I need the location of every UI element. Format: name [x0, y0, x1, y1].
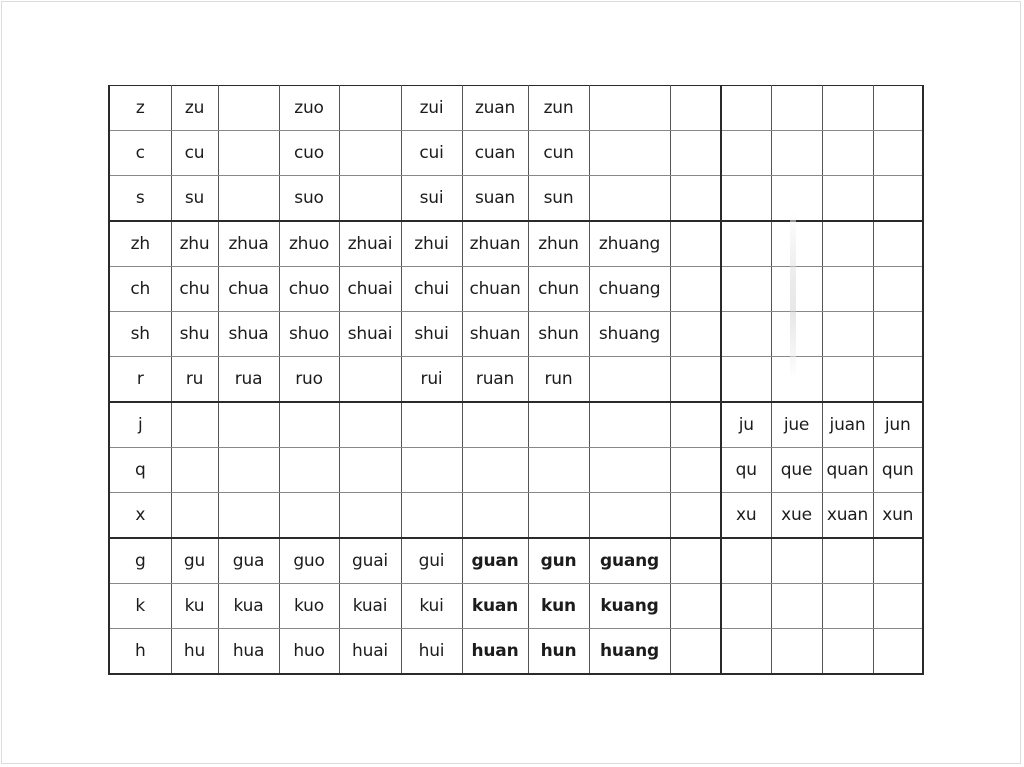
syllable-cell: shui — [401, 312, 462, 357]
syllable-cell — [670, 267, 721, 312]
syllable-cell — [218, 86, 279, 131]
syllable-cell — [771, 267, 822, 312]
syllable-cell: gu — [171, 538, 218, 584]
initial-cell: x — [109, 493, 171, 539]
syllable-cell — [771, 357, 822, 403]
syllable-cell: chua — [218, 267, 279, 312]
syllable-cell: hua — [218, 629, 279, 675]
syllable-cell — [873, 357, 923, 403]
syllable-cell: chui — [401, 267, 462, 312]
syllable-cell: chuang — [589, 267, 670, 312]
syllable-cell: kua — [218, 584, 279, 629]
syllable-cell: zhun — [528, 221, 589, 267]
initial-cell: c — [109, 131, 171, 176]
initial-cell: zh — [109, 221, 171, 267]
syllable-cell: xun — [873, 493, 923, 539]
syllable-cell — [771, 176, 822, 222]
syllable-cell — [339, 86, 401, 131]
syllable-cell: chuo — [279, 267, 339, 312]
syllable-cell: shuai — [339, 312, 401, 357]
syllable-cell — [339, 493, 401, 539]
syllable-cell — [171, 493, 218, 539]
syllable-cell — [401, 402, 462, 448]
syllable-cell: chu — [171, 267, 218, 312]
syllable-cell: huang — [589, 629, 670, 675]
table-row — [109, 357, 923, 403]
syllable-cell — [279, 493, 339, 539]
syllable-cell — [171, 402, 218, 448]
syllable-cell: shuan — [462, 312, 528, 357]
syllable-cell: cui — [401, 131, 462, 176]
syllable-cell — [339, 131, 401, 176]
syllable-cell — [670, 131, 721, 176]
table-row — [109, 86, 923, 131]
syllable-cell: ru — [171, 357, 218, 403]
initial-cell: h — [109, 629, 171, 675]
syllable-cell — [822, 538, 873, 584]
initial-cell: s — [109, 176, 171, 222]
initial-cell: q — [109, 448, 171, 493]
syllable-cell: kuang — [589, 584, 670, 629]
syllable-cell: qu — [721, 448, 771, 493]
syllable-cell — [670, 448, 721, 493]
table-row — [109, 267, 923, 312]
table-row — [109, 538, 923, 584]
syllable-cell: rua — [218, 357, 279, 403]
syllable-cell: zu — [171, 86, 218, 131]
syllable-cell — [218, 493, 279, 539]
syllable-cell — [339, 176, 401, 222]
syllable-cell: qun — [873, 448, 923, 493]
syllable-cell — [670, 402, 721, 448]
syllable-cell — [339, 448, 401, 493]
syllable-cell — [873, 312, 923, 357]
syllable-cell — [670, 176, 721, 222]
syllable-cell — [589, 86, 670, 131]
syllable-cell — [771, 584, 822, 629]
syllable-cell — [771, 86, 822, 131]
syllable-cell: zhuai — [339, 221, 401, 267]
syllable-cell — [670, 86, 721, 131]
syllable-cell: cuo — [279, 131, 339, 176]
syllable-cell — [721, 584, 771, 629]
syllable-cell — [670, 584, 721, 629]
syllable-cell — [822, 629, 873, 675]
syllable-cell — [462, 402, 528, 448]
table-row — [109, 629, 923, 675]
syllable-cell: sun — [528, 176, 589, 222]
syllable-cell: xue — [771, 493, 822, 539]
syllable-cell — [462, 493, 528, 539]
initial-cell: sh — [109, 312, 171, 357]
syllable-cell: cuan — [462, 131, 528, 176]
syllable-cell — [401, 448, 462, 493]
syllable-cell: run — [528, 357, 589, 403]
syllable-cell: huai — [339, 629, 401, 675]
syllable-cell — [339, 402, 401, 448]
syllable-cell — [528, 402, 589, 448]
syllable-cell: xuan — [822, 493, 873, 539]
syllable-cell — [771, 538, 822, 584]
syllable-cell: chuai — [339, 267, 401, 312]
syllable-cell — [822, 131, 873, 176]
scan-smudge — [790, 210, 796, 380]
syllable-cell — [873, 584, 923, 629]
syllable-cell: guang — [589, 538, 670, 584]
syllable-cell: suo — [279, 176, 339, 222]
syllable-cell: zuo — [279, 86, 339, 131]
syllable-cell: hui — [401, 629, 462, 675]
syllable-cell — [218, 402, 279, 448]
syllable-cell: zhuan — [462, 221, 528, 267]
syllable-cell: guan — [462, 538, 528, 584]
syllable-cell: guo — [279, 538, 339, 584]
syllable-cell — [721, 312, 771, 357]
syllable-cell: hu — [171, 629, 218, 675]
syllable-cell — [721, 629, 771, 675]
syllable-cell — [171, 448, 218, 493]
syllable-cell — [401, 493, 462, 539]
syllable-cell: guai — [339, 538, 401, 584]
syllable-cell: sui — [401, 176, 462, 222]
syllable-cell: cu — [171, 131, 218, 176]
syllable-cell: juan — [822, 402, 873, 448]
syllable-cell — [589, 448, 670, 493]
syllable-cell — [218, 131, 279, 176]
syllable-cell — [822, 312, 873, 357]
table-row — [109, 131, 923, 176]
syllable-cell — [822, 584, 873, 629]
syllable-cell — [218, 176, 279, 222]
syllable-cell: chuan — [462, 267, 528, 312]
syllable-cell — [721, 357, 771, 403]
table-row — [109, 402, 923, 448]
initial-cell: z — [109, 86, 171, 131]
syllable-cell: kun — [528, 584, 589, 629]
syllable-cell — [771, 629, 822, 675]
syllable-cell: zhuo — [279, 221, 339, 267]
syllable-cell: zhua — [218, 221, 279, 267]
syllable-cell — [873, 86, 923, 131]
syllable-cell — [462, 448, 528, 493]
table-body — [109, 86, 923, 675]
syllable-cell — [873, 267, 923, 312]
syllable-cell: shua — [218, 312, 279, 357]
table-row — [109, 448, 923, 493]
syllable-cell — [528, 448, 589, 493]
syllable-cell: ruo — [279, 357, 339, 403]
syllable-cell — [721, 86, 771, 131]
syllable-cell: que — [771, 448, 822, 493]
syllable-cell — [873, 538, 923, 584]
syllable-cell — [279, 448, 339, 493]
table-row — [109, 312, 923, 357]
table-row — [109, 221, 923, 267]
syllable-cell — [670, 357, 721, 403]
initial-cell: r — [109, 357, 171, 403]
syllable-cell — [670, 221, 721, 267]
syllable-cell — [822, 86, 873, 131]
syllable-cell: gui — [401, 538, 462, 584]
syllable-cell: ju — [721, 402, 771, 448]
initial-cell: ch — [109, 267, 171, 312]
syllable-cell: zun — [528, 86, 589, 131]
syllable-cell — [822, 357, 873, 403]
syllable-cell: zuan — [462, 86, 528, 131]
syllable-cell — [771, 131, 822, 176]
syllable-cell — [721, 538, 771, 584]
syllable-cell: zui — [401, 86, 462, 131]
syllable-cell: cun — [528, 131, 589, 176]
syllable-cell — [528, 493, 589, 539]
syllable-cell: huo — [279, 629, 339, 675]
syllable-cell — [873, 131, 923, 176]
syllable-cell — [873, 629, 923, 675]
syllable-cell: su — [171, 176, 218, 222]
syllable-cell — [822, 267, 873, 312]
syllable-cell: jue — [771, 402, 822, 448]
syllable-cell — [589, 131, 670, 176]
syllable-cell — [873, 176, 923, 222]
syllable-cell: chun — [528, 267, 589, 312]
syllable-cell — [589, 493, 670, 539]
syllable-cell — [721, 131, 771, 176]
syllable-cell: hun — [528, 629, 589, 675]
table-row — [109, 584, 923, 629]
syllable-cell: huan — [462, 629, 528, 675]
syllable-cell: kuo — [279, 584, 339, 629]
syllable-cell — [670, 493, 721, 539]
table-row — [109, 176, 923, 222]
syllable-cell — [589, 402, 670, 448]
syllable-cell — [721, 221, 771, 267]
syllable-cell — [670, 629, 721, 675]
syllable-cell — [339, 357, 401, 403]
syllable-cell: zhu — [171, 221, 218, 267]
syllable-cell — [873, 221, 923, 267]
syllable-cell — [822, 221, 873, 267]
syllable-cell: jun — [873, 402, 923, 448]
syllable-cell: shu — [171, 312, 218, 357]
syllable-cell: kuai — [339, 584, 401, 629]
syllable-cell — [670, 312, 721, 357]
syllable-cell: zhuang — [589, 221, 670, 267]
syllable-cell — [822, 176, 873, 222]
syllable-cell — [721, 267, 771, 312]
syllable-cell: rui — [401, 357, 462, 403]
syllable-cell — [589, 357, 670, 403]
syllable-cell: quan — [822, 448, 873, 493]
syllable-cell: zhui — [401, 221, 462, 267]
syllable-cell — [279, 402, 339, 448]
initial-cell: j — [109, 402, 171, 448]
syllable-cell — [589, 176, 670, 222]
syllable-cell — [670, 538, 721, 584]
initial-cell: g — [109, 538, 171, 584]
syllable-cell: suan — [462, 176, 528, 222]
syllable-cell: gun — [528, 538, 589, 584]
syllable-cell: shun — [528, 312, 589, 357]
pinyin-syllable-table — [108, 85, 924, 675]
syllable-cell — [721, 176, 771, 222]
syllable-cell — [771, 312, 822, 357]
syllable-cell: ku — [171, 584, 218, 629]
syllable-cell — [218, 448, 279, 493]
syllable-cell: ruan — [462, 357, 528, 403]
syllable-cell: xu — [721, 493, 771, 539]
syllable-cell: shuang — [589, 312, 670, 357]
syllable-cell: kuan — [462, 584, 528, 629]
syllable-cell: gua — [218, 538, 279, 584]
table-row — [109, 493, 923, 539]
initial-cell: k — [109, 584, 171, 629]
syllable-cell — [771, 221, 822, 267]
syllable-cell: kui — [401, 584, 462, 629]
syllable-cell: shuo — [279, 312, 339, 357]
